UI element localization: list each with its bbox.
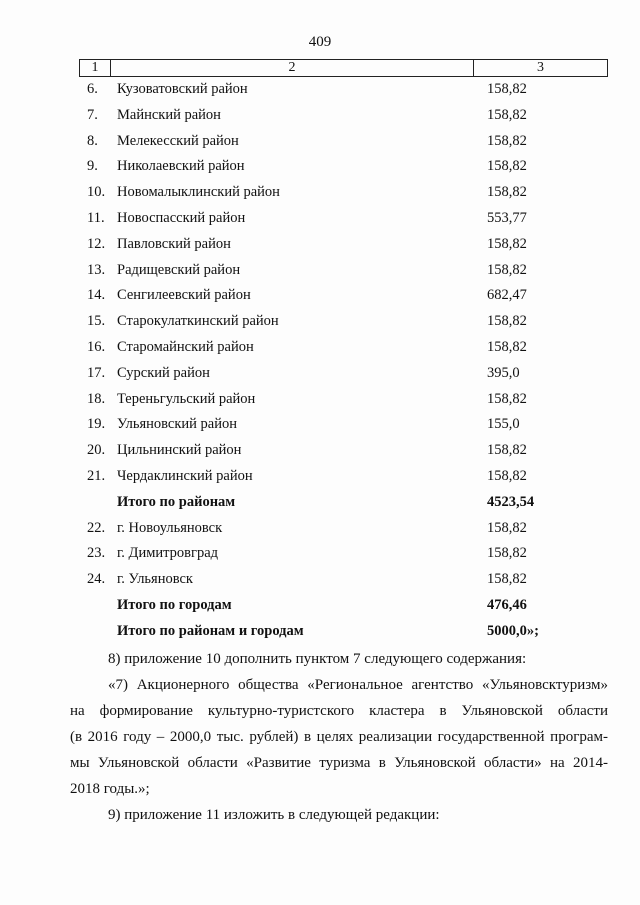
row-value: 158,82	[487, 184, 527, 201]
paragraph-line: «7) Акционерного общества «Региональное агентство «Ульяновсктуризм»	[108, 677, 608, 693]
table-row	[79, 309, 608, 335]
column-header-1: 1	[80, 60, 111, 76]
row-name: Кузоватовский район	[117, 81, 248, 97]
row-value: 476,46	[487, 596, 527, 613]
row-number: 18.	[87, 390, 106, 407]
table-row	[79, 541, 608, 567]
table-row	[79, 103, 608, 129]
row-value: 158,82	[487, 519, 527, 536]
row-name: Новомалыклинский район	[117, 184, 280, 201]
row-name: Старокулаткинский район	[117, 313, 279, 330]
row-value: 158,82	[487, 235, 527, 252]
table-row	[79, 567, 608, 593]
table-row	[79, 283, 608, 309]
row-name: г. Ульяновск	[117, 571, 193, 588]
row-number: 9.	[87, 158, 98, 175]
row-name: Сенгилеевский район	[117, 287, 251, 304]
row-name: Итого по районам и городам	[117, 622, 304, 639]
row-name: Итого по районам	[117, 493, 236, 510]
row-value: 158,82	[487, 571, 527, 588]
table-row	[79, 412, 608, 438]
row-name: Чердаклинский район	[117, 467, 253, 484]
row-value: 5000,0»;	[487, 622, 539, 639]
table-body	[79, 77, 608, 645]
table-row	[79, 77, 608, 103]
row-name: Тереньгульский район	[117, 390, 256, 407]
table-row	[79, 516, 608, 542]
row-number: 22.	[87, 519, 106, 536]
row-number: 20.	[87, 442, 106, 459]
row-name: Радищевский район	[117, 261, 241, 278]
row-name: Новоспасский район	[117, 209, 246, 226]
paragraph-line: (в 2016 году – 2000,0 тыс. рублей) в целях реализации государственной програм-	[70, 729, 608, 745]
row-number: 7.	[87, 106, 98, 123]
column-header-2: 2	[111, 60, 474, 76]
row-number: 17.	[87, 364, 106, 381]
table-header	[79, 59, 608, 77]
row-name: Цильнинский район	[117, 442, 242, 459]
row-number: 12.	[87, 235, 106, 252]
row-number: 24.	[87, 571, 106, 588]
row-value: 158,82	[487, 132, 527, 149]
row-value: 158,82	[487, 261, 527, 278]
table-row	[79, 464, 608, 490]
paragraph-line: на формирование культурно-туристского кластера в Ульяновской области	[70, 703, 608, 719]
row-number: 14.	[87, 287, 106, 304]
row-value: 158,82	[487, 106, 527, 123]
column-header-3: 3	[537, 60, 544, 75]
table-row	[79, 361, 608, 387]
row-value: 4523,54	[487, 493, 535, 510]
row-name: Мелекесский район	[117, 132, 239, 149]
row-value: 553,77	[487, 209, 527, 226]
row-number: 19.	[87, 416, 106, 433]
row-value: 158,82	[487, 81, 527, 97]
row-number: 13.	[87, 261, 106, 278]
paragraph-line: 2018 годы.»;	[70, 781, 150, 797]
row-name: Павловский район	[117, 235, 231, 252]
row-name: г. Димитровград	[117, 545, 219, 562]
row-value: 158,82	[487, 313, 527, 330]
row-name: г. Новоульяновск	[117, 519, 223, 536]
row-number: 21.	[87, 467, 106, 484]
row-value: 682,47	[487, 287, 527, 304]
row-name: Старомайнский район	[117, 338, 254, 355]
paragraph-line: мы Ульяновской области «Развитие туризма в Ульяновской области» на 2014-	[70, 755, 608, 771]
row-value: 158,82	[487, 442, 527, 459]
row-name: Итого по городам	[117, 596, 232, 613]
row-number: 15.	[87, 313, 106, 330]
row-number: 6.	[87, 81, 98, 97]
row-value: 158,82	[487, 338, 527, 355]
table-row	[79, 154, 608, 180]
table-row	[79, 129, 608, 155]
row-name: Ульяновский район	[117, 416, 238, 433]
table-total-row	[79, 490, 608, 516]
row-number: 8.	[87, 132, 98, 149]
table-row	[79, 438, 608, 464]
row-number: 23.	[87, 545, 106, 562]
row-value: 158,82	[487, 545, 527, 562]
row-number: 10.	[87, 184, 106, 201]
table-total-row	[79, 593, 608, 619]
table-row	[79, 335, 608, 361]
row-name: Майнский район	[117, 106, 221, 123]
row-value: 395,0	[487, 364, 520, 381]
row-number: 16.	[87, 338, 106, 355]
row-number: 11.	[87, 209, 105, 226]
table-row	[79, 258, 608, 284]
row-value: 158,82	[487, 467, 527, 484]
paragraph-item-7-text	[70, 672, 608, 802]
table-row	[79, 180, 608, 206]
paragraph-item-8: 8) приложение 10 дополнить пунктом 7 следующего содержания:	[108, 651, 527, 667]
row-name: Сурский район	[117, 364, 210, 381]
paragraph-item-9: 9) приложение 11 изложить в следующей редакции:	[108, 807, 440, 823]
row-value: 155,0	[487, 416, 520, 433]
row-value: 158,82	[487, 390, 527, 407]
row-value: 158,82	[487, 158, 527, 175]
page-number: 409	[308, 34, 332, 50]
table-total-row	[79, 619, 608, 645]
table-row	[79, 387, 608, 413]
table-row	[79, 206, 608, 232]
table-row	[79, 232, 608, 258]
row-name: Николаевский район	[117, 158, 245, 175]
